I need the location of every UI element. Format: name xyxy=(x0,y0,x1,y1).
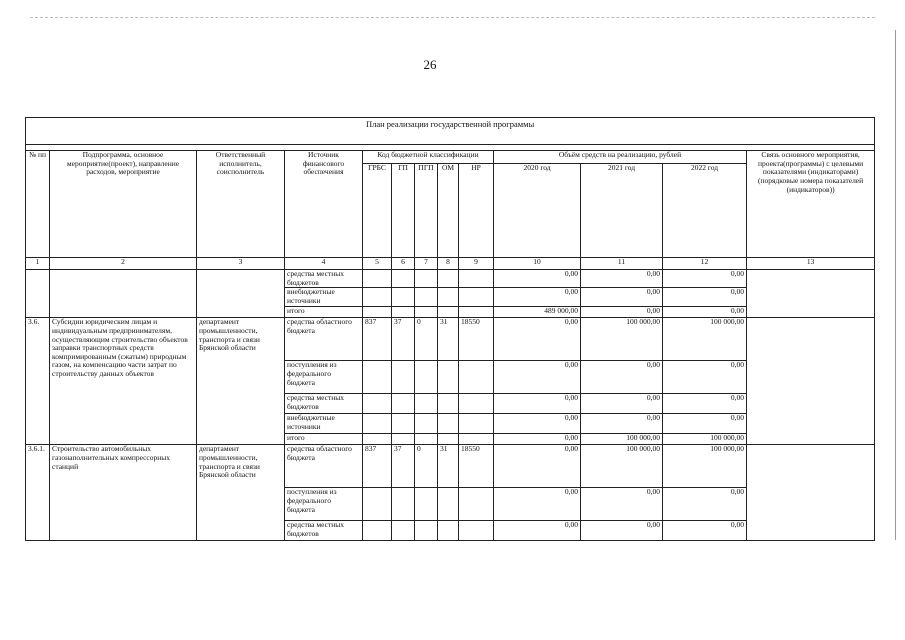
source-cell: итого xyxy=(285,307,363,318)
source-cell: итого xyxy=(285,434,363,445)
source-cell: внебюджетные источники xyxy=(285,288,363,307)
value-2022: 0,00 xyxy=(663,394,747,414)
value-2022: 0,00 xyxy=(663,361,747,394)
col-number: 9 xyxy=(459,258,494,270)
header-grbs: ГРБС xyxy=(363,164,392,258)
item-number: 3.6. xyxy=(26,318,50,445)
col-number: 13 xyxy=(747,258,875,270)
header-np: НР xyxy=(459,164,494,258)
code-om: 31 xyxy=(438,318,459,361)
header-name: Подпрограмма, основное мероприятие(проект), направление расходов, мероприятие xyxy=(50,151,197,258)
value-2021: 0,00 xyxy=(581,414,663,434)
col-number: 1 xyxy=(26,258,50,270)
header-2021: 2021 год xyxy=(581,164,663,258)
value-2022: 100 000,00 xyxy=(663,434,747,445)
value-2021: 0,00 xyxy=(581,307,663,318)
value-2020: 0,00 xyxy=(494,288,581,307)
value-2022: 100 000,00 xyxy=(663,445,747,488)
page-number: 26 xyxy=(423,57,437,72)
code-om: 31 xyxy=(438,445,459,488)
code-np: 18550 xyxy=(459,445,494,488)
value-2021: 100 000,00 xyxy=(581,434,663,445)
source-cell: поступления из федерального бюджета xyxy=(285,488,363,521)
code-gp: 37 xyxy=(392,445,415,488)
header-num: № пп xyxy=(26,151,50,258)
col-number: 11 xyxy=(581,258,663,270)
value-2020: 0,00 xyxy=(494,521,581,541)
header-om: ОМ xyxy=(438,164,459,258)
code-grbs: 837 xyxy=(363,318,392,361)
item-number: 3.6.1. xyxy=(26,445,50,541)
code-pgp: 0 xyxy=(415,445,438,488)
table-title-row xyxy=(26,118,875,145)
table-row xyxy=(26,270,875,288)
value-2020: 0,00 xyxy=(494,394,581,414)
value-2020: 0,00 xyxy=(494,270,581,288)
col-number: 12 xyxy=(663,258,747,270)
value-2021: 0,00 xyxy=(581,270,663,288)
column-number-row xyxy=(26,258,875,270)
value-2020: 0,00 xyxy=(494,361,581,394)
program-plan-table xyxy=(25,117,875,541)
value-2021: 0,00 xyxy=(581,288,663,307)
item-name: Субсидии юридическим лицам и индивидуальным предпринимателям, осуществляющим строительство объектов заправки транспортных средств компримированным (сжатым) природным газом, на компенсацию части затрат по строительству данных объектов xyxy=(50,318,197,445)
item-executor: департамент промышленности, транспорта и связи Брянской области xyxy=(197,318,285,445)
header-link: Связь основного мероприятия, проекта(программы) с целевыми показателями (индикаторами) (порядковые номера показателей (индикаторов)) xyxy=(747,151,875,258)
source-cell: средства местных бюджетов xyxy=(285,394,363,414)
header-executor: Ответственный исполнитель, соисполнитель xyxy=(197,151,285,258)
item-name: Строительство автомобильных газонаполнительных компрессорных станций xyxy=(50,445,197,541)
value-2022: 0,00 xyxy=(663,414,747,434)
header-2020: 2020 год xyxy=(494,164,581,258)
col-number: 7 xyxy=(415,258,438,270)
source-cell: средства областного бюджета xyxy=(285,318,363,361)
source-cell: средства местных бюджетов xyxy=(285,521,363,541)
table-row xyxy=(26,318,875,361)
col-number: 10 xyxy=(494,258,581,270)
value-2020: 489 000,00 xyxy=(494,307,581,318)
value-2021: 100 000,00 xyxy=(581,445,663,488)
code-pgp: 0 xyxy=(415,318,438,361)
header-budget-code: Код бюджетной классификации xyxy=(363,151,494,164)
value-2021: 0,00 xyxy=(581,361,663,394)
table-title: План реализации государственной программы xyxy=(26,118,875,145)
value-2022: 0,00 xyxy=(663,307,747,318)
value-2020: 0,00 xyxy=(494,488,581,521)
scan-dashed-line xyxy=(30,17,875,18)
value-2022: 0,00 xyxy=(663,270,747,288)
value-2021: 0,00 xyxy=(581,488,663,521)
col-number: 2 xyxy=(50,258,197,270)
value-2020: 0,00 xyxy=(494,318,581,361)
value-2020: 0,00 xyxy=(494,414,581,434)
header-volume: Объём средств на реализацию, рублей xyxy=(494,151,747,164)
value-2021: 0,00 xyxy=(581,394,663,414)
col-number: 4 xyxy=(285,258,363,270)
value-2022: 0,00 xyxy=(663,288,747,307)
item-executor: департамент промышленности, транспорта и связи Брянской области xyxy=(197,445,285,541)
col-number: 8 xyxy=(438,258,459,270)
header-gp: ГП xyxy=(392,164,415,258)
col-number: 3 xyxy=(197,258,285,270)
value-2022: 0,00 xyxy=(663,521,747,541)
value-2022: 0,00 xyxy=(663,488,747,521)
scan-right-edge xyxy=(895,30,896,540)
code-gp: 37 xyxy=(392,318,415,361)
value-2021: 100 000,00 xyxy=(581,318,663,361)
header-pgp: ПГП xyxy=(415,164,438,258)
header-row-1 xyxy=(26,151,875,164)
source-cell: средства областного бюджета xyxy=(285,445,363,488)
source-cell: средства местных бюджетов xyxy=(285,270,363,288)
source-cell: поступления из федерального бюджета xyxy=(285,361,363,394)
code-np: 18550 xyxy=(459,318,494,361)
table-row xyxy=(26,445,875,488)
col-number: 5 xyxy=(363,258,392,270)
header-2022: 2022 год xyxy=(663,164,747,258)
value-2021: 0,00 xyxy=(581,521,663,541)
value-2020: 0,00 xyxy=(494,434,581,445)
source-cell: внебюджетные источники xyxy=(285,414,363,434)
code-grbs: 837 xyxy=(363,445,392,488)
value-2020: 0,00 xyxy=(494,445,581,488)
value-2022: 100 000,00 xyxy=(663,318,747,361)
col-number: 6 xyxy=(392,258,415,270)
header-source: Источник финансового обеспечения xyxy=(285,151,363,258)
